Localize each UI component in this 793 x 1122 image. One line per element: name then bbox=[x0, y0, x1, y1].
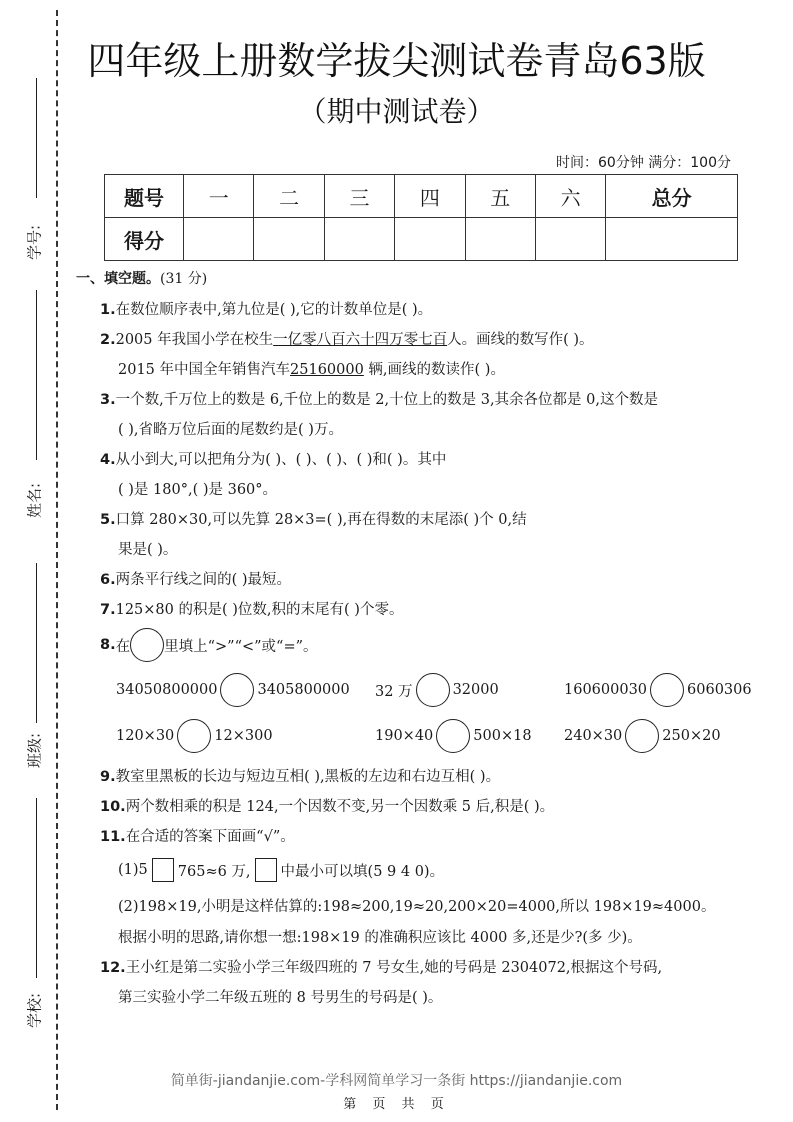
page-title: 四年级上册数学拔尖测试卷青岛63版 bbox=[87, 39, 706, 83]
header-cell: 四 bbox=[395, 175, 465, 218]
question-11: 11.在合适的答案下面画“√”。 bbox=[100, 829, 295, 845]
comparison-item: 32 万 32000 bbox=[375, 673, 499, 707]
section-points: (31 分) bbox=[160, 271, 208, 287]
question-12-line-2: 第三实验小学二年级五班的 8 号男生的号码是( )。 bbox=[118, 990, 443, 1006]
answer-circle[interactable] bbox=[436, 719, 470, 753]
score-cell[interactable] bbox=[395, 218, 465, 261]
exam-meta: 时间：60分钟 满分：100分 bbox=[556, 155, 731, 171]
header-cell: 二 bbox=[254, 175, 324, 218]
header-cell: 六 bbox=[535, 175, 605, 218]
answer-circle[interactable] bbox=[220, 673, 254, 707]
score-cell[interactable] bbox=[254, 218, 324, 261]
question-5-line-2: 果是( )。 bbox=[118, 542, 178, 558]
comparison-item: 160600030 6060306 bbox=[564, 673, 752, 707]
name-label: 姓名: bbox=[25, 482, 44, 519]
answer-circle[interactable] bbox=[177, 719, 211, 753]
circle-example bbox=[130, 628, 164, 662]
digit-box[interactable] bbox=[152, 858, 174, 882]
question-9: 9.教室里黑板的长边与短边互相( ),黑板的左边和右边互相( )。 bbox=[100, 769, 501, 785]
student-id-label: 学号: bbox=[25, 224, 44, 261]
header-cell: 五 bbox=[465, 175, 535, 218]
question-2: 2.2005 年我国小学在校生一亿零八百六十四万零七百人。画线的数写作( )。 bbox=[100, 332, 594, 348]
question-4: 4.从小到大,可以把角分为( )、( )、( )、( )和( )。其中 bbox=[100, 452, 447, 468]
score-table-header-row bbox=[105, 175, 738, 218]
score-table bbox=[104, 174, 738, 261]
header-cell: 题号 bbox=[105, 175, 184, 218]
score-row-label: 得分 bbox=[105, 218, 184, 261]
header-cell: 一 bbox=[184, 175, 254, 218]
section-heading bbox=[76, 268, 207, 288]
school-rule bbox=[36, 798, 37, 978]
name-rule bbox=[36, 290, 37, 460]
question-11-part-1: (1)5 765≈6 万, 中最小可以填(5 9 4 0)。 bbox=[118, 858, 444, 882]
header-cell: 总分 bbox=[606, 175, 738, 218]
score-cell[interactable] bbox=[535, 218, 605, 261]
question-7: 7.125×80 的积是( )位数,积的末尾有( )个零。 bbox=[100, 602, 404, 618]
watermark: 简单街-jiandanjie.com-学科网简单学习一条街 https://jiandanjie.com bbox=[170, 1073, 623, 1089]
class-rule bbox=[36, 563, 37, 723]
page-number: 第 页 共 页 bbox=[343, 1097, 450, 1112]
score-cell[interactable] bbox=[184, 218, 254, 261]
question-4-line-2: ( )是 180°,( )是 360°。 bbox=[118, 482, 278, 498]
comparison-item: 34050800000 3405800000 bbox=[116, 673, 350, 707]
question-12: 12.王小红是第二实验小学三年级四班的 7 号女生,她的号码是 2304072,根据这个号码, bbox=[100, 960, 663, 976]
page-subtitle: （期中测试卷） bbox=[298, 95, 495, 128]
question-11-part-2-line-2: 根据小明的思路,请你想一想:198×19 的准确积应该比 4000 多,还是少?(多 少)。 bbox=[118, 930, 642, 946]
answer-circle[interactable] bbox=[650, 673, 684, 707]
score-cell[interactable] bbox=[606, 218, 738, 261]
question-5: 5.口算 280×30,可以先算 28×3=( ),再在得数的末尾添( )个 0,结 bbox=[100, 512, 527, 528]
question-11-part-2: (2)198×19,小明是这样估算的:198≈200,19≈20,200×20=4000,所以 198×19≈4000。 bbox=[118, 899, 716, 915]
digit-box[interactable] bbox=[255, 858, 277, 882]
question-3: 3.一个数,千万位上的数是 6,千位上的数是 2,十位上的数是 3,其余各位都是 0,这个数是 bbox=[100, 392, 658, 408]
score-table-score-row bbox=[105, 218, 738, 261]
school-label: 学校: bbox=[25, 992, 44, 1029]
question-8: 8. 在 里填上“>”“<”或“=”。 bbox=[100, 628, 318, 662]
answer-circle[interactable] bbox=[416, 673, 450, 707]
comparison-item: 120×30 12×300 bbox=[116, 719, 273, 753]
question-10: 10.两个数相乘的积是 124,一个因数不变,另一个因数乘 5 后,积是( )。 bbox=[100, 799, 555, 815]
class-label: 班级: bbox=[25, 732, 44, 769]
cut-line bbox=[56, 10, 58, 1110]
score-cell[interactable] bbox=[465, 218, 535, 261]
section-title: 一、填空题。 bbox=[76, 271, 160, 287]
question-2-line-2: 2015 年中国全年销售汽车25160000 辆,画线的数读作( )。 bbox=[118, 362, 505, 378]
header-cell: 三 bbox=[324, 175, 394, 218]
question-1: 1.在数位顺序表中,第九位是( ),它的计数单位是( )。 bbox=[100, 302, 433, 318]
comparison-item: 240×30 250×20 bbox=[564, 719, 721, 753]
score-cell[interactable] bbox=[324, 218, 394, 261]
question-3-line-2: ( ),省略万位后面的尾数约是( )万。 bbox=[118, 422, 343, 438]
comparison-item: 190×40 500×18 bbox=[375, 719, 532, 753]
question-6: 6.两条平行线之间的( )最短。 bbox=[100, 572, 292, 588]
answer-circle[interactable] bbox=[625, 719, 659, 753]
